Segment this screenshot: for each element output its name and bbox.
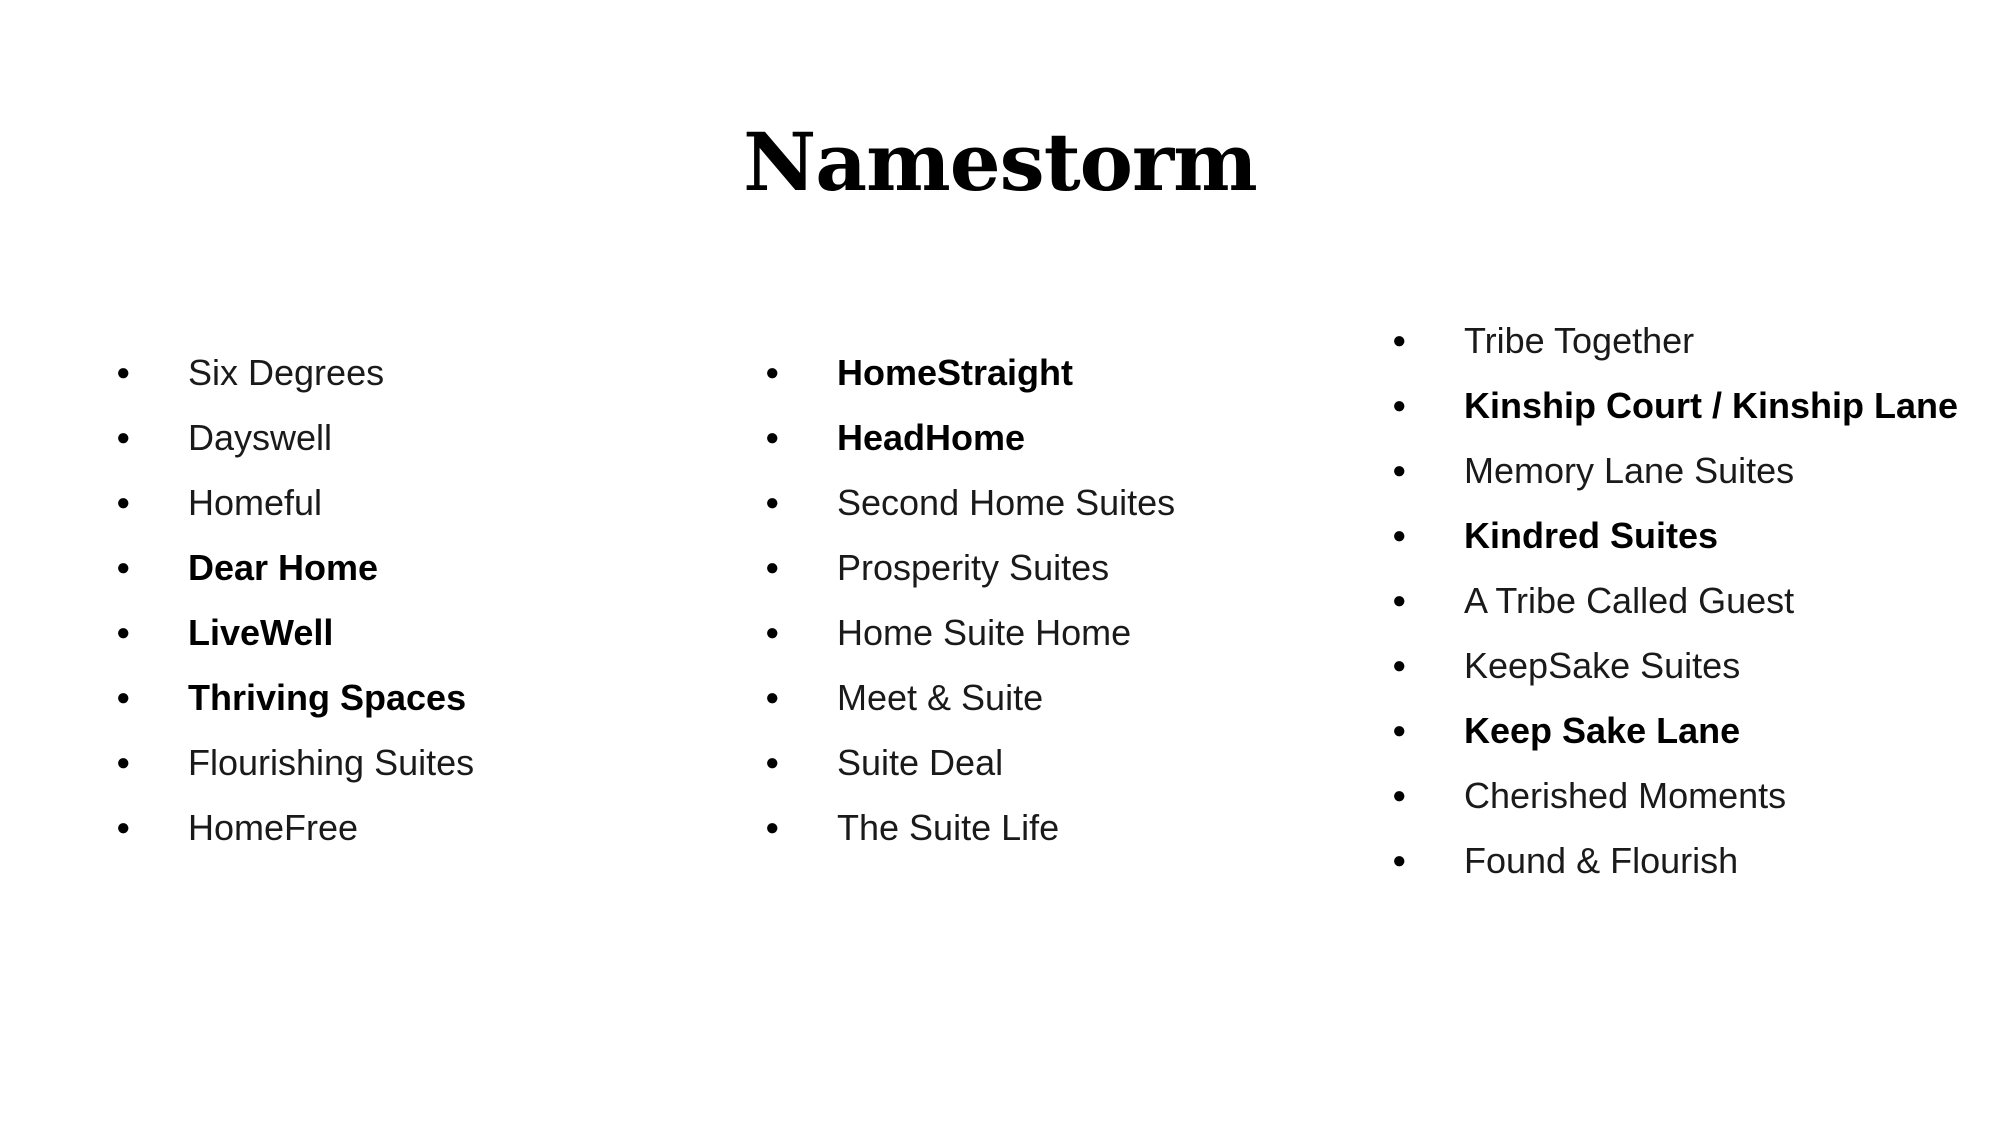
list-item (765, 470, 1175, 535)
list-item-label: Flourishing Suites (188, 741, 475, 783)
bullet-icon: ● (116, 813, 131, 841)
list-item-label: Dear Home (188, 546, 379, 588)
bullet-icon: ● (116, 423, 131, 451)
list-item-label: Thriving Spaces (188, 676, 467, 718)
list-item (765, 665, 1175, 730)
list-item (116, 665, 474, 730)
bullet-icon: ● (116, 553, 131, 581)
list-item (116, 730, 474, 795)
list-item (1392, 698, 1958, 763)
bullet-icon: ● (116, 618, 131, 646)
list-item-label: Keep Sake Lane (1464, 709, 1741, 751)
list-item (1392, 763, 1958, 828)
list-item-label: Kinship Court / Kinship Lane (1464, 384, 1958, 426)
list-item-label: Prosperity Suites (837, 546, 1110, 588)
list-item-label: HomeFree (188, 806, 359, 848)
list-item (1392, 503, 1958, 568)
bullet-icon: ● (1392, 586, 1407, 614)
list-item-label: A Tribe Called Guest (1464, 579, 1795, 621)
list-item (765, 405, 1175, 470)
bullet-icon: ● (1392, 326, 1407, 354)
name-list-column-3 (1392, 308, 1958, 893)
list-item (1392, 308, 1958, 373)
list-item-label: Dayswell (188, 416, 333, 458)
list-item-label: HeadHome (837, 416, 1026, 458)
bullet-icon: ● (765, 813, 780, 841)
bullet-icon: ● (765, 748, 780, 776)
list-item (116, 340, 474, 405)
bullet-icon: ● (1392, 846, 1407, 874)
bullet-icon: ● (1392, 716, 1407, 744)
list-item-label: Home Suite Home (837, 611, 1132, 653)
bullet-icon: ● (765, 488, 780, 516)
bullet-icon: ● (1392, 781, 1407, 809)
list-item (765, 340, 1175, 405)
list-item-label: The Suite Life (837, 806, 1060, 848)
bullet-icon: ● (765, 618, 780, 646)
list-item-label: Suite Deal (837, 741, 1004, 783)
list-item (765, 795, 1175, 860)
list-item-label: Cherished Moments (1464, 774, 1787, 816)
list-item (116, 795, 474, 860)
bullet-icon: ● (1392, 651, 1407, 679)
list-item (1392, 373, 1958, 438)
slide-title: Namestorm (743, 115, 1257, 209)
list-item-label: Kindred Suites (1464, 514, 1719, 556)
bullet-icon: ● (116, 748, 131, 776)
bullet-icon: ● (765, 358, 780, 386)
bullet-icon: ● (1392, 391, 1407, 419)
list-item (116, 470, 474, 535)
list-item (116, 405, 474, 470)
list-item-label: Meet & Suite (837, 676, 1044, 718)
bullet-icon: ● (116, 683, 131, 711)
list-item (1392, 438, 1958, 503)
list-item-label: Homeful (188, 481, 323, 523)
bullet-icon: ● (765, 553, 780, 581)
list-item-label: Memory Lane Suites (1464, 449, 1795, 491)
list-item-label: Found & Flourish (1464, 839, 1739, 881)
list-item (1392, 568, 1958, 633)
bullet-icon: ● (116, 358, 131, 386)
list-item-label: Six Degrees (188, 351, 385, 393)
bullet-icon: ● (1392, 521, 1407, 549)
name-list-column-2 (765, 340, 1175, 860)
list-item (116, 600, 474, 665)
list-item-label: KeepSake Suites (1464, 644, 1741, 686)
list-item (765, 535, 1175, 600)
bullet-icon: ● (116, 488, 131, 516)
list-item-label: LiveWell (188, 611, 334, 653)
name-list-column-1 (116, 340, 474, 860)
list-item (116, 535, 474, 600)
bullet-icon: ● (765, 423, 780, 451)
list-item (765, 600, 1175, 665)
list-item-label: Second Home Suites (837, 481, 1176, 523)
list-item (1392, 633, 1958, 698)
list-item (1392, 828, 1958, 893)
list-item (765, 730, 1175, 795)
list-item-label: HomeStraight (837, 351, 1074, 393)
bullet-icon: ● (1392, 456, 1407, 484)
bullet-icon: ● (765, 683, 780, 711)
list-item-label: Tribe Together (1464, 319, 1695, 361)
